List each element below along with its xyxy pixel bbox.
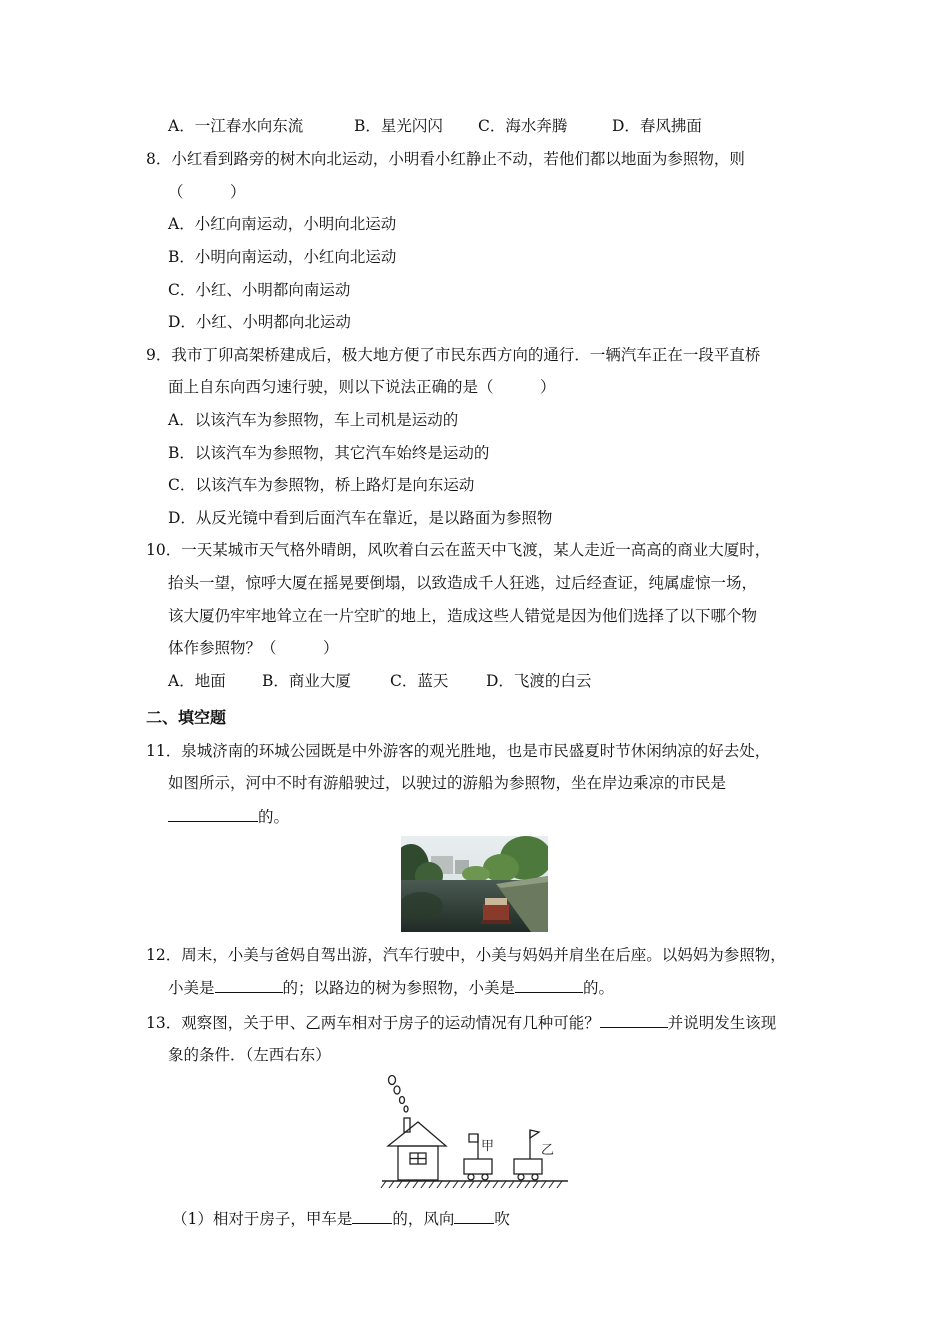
q10-option-c: C．蓝天 [390, 672, 449, 690]
q9-stem-line2: 面上自东向西匀速行驶，则以下说法正确的是（ ） [168, 378, 556, 396]
q10-option-d: D．飞渡的白云 [486, 672, 592, 690]
q8-option-b: B．小明向南运动，小红向北运动 [168, 248, 397, 266]
car-jia [464, 1159, 492, 1174]
q9-option-a: A．以该汽车为参照物，车上司机是运动的 [168, 411, 459, 429]
smoke-ring-1 [389, 1076, 396, 1085]
smoke-ring-2 [394, 1086, 400, 1094]
q11-answer-blank[interactable] [168, 806, 258, 822]
q9-option-b: B．以该汽车为参照物，其它汽车始终是运动的 [168, 444, 490, 462]
q10-option-b: B．商业大厦 [262, 672, 351, 690]
smoke-ring-3 [400, 1097, 405, 1104]
ground-hatching [381, 1181, 562, 1188]
q12-stem-line1: 12．周末，小美与爸妈自驾出游，汽车行驶中，小美与妈妈并肩坐在后座。以妈妈为参照物， [146, 946, 786, 964]
q9-option-d: D．从反光镜中看到后面汽车在靠近，是以路面为参照物 [168, 509, 553, 527]
car-jia-wheel-1 [468, 1174, 474, 1180]
q11-stem-line2: 如图所示，河中不时有游船驶过，以驶过的游船为参照物，坐在岸边乘凉的市民是 [168, 774, 727, 792]
car-jia-label: 甲 [481, 1139, 495, 1154]
house-cars-diagram [380, 1072, 570, 1194]
q10-stem-line1: 10．一天某城市天气格外晴朗，风吹着白云在蓝天中飞渡，某人走近一高高的商业大厦时， [146, 541, 771, 559]
park-river-photo [401, 836, 548, 932]
q7-option-c: C．海水奔腾 [478, 117, 568, 135]
section-heading-fill-in: 二、填空题 [146, 708, 227, 727]
q7-option-a: A．一江春水向东流 [168, 117, 304, 135]
car-yi [514, 1159, 542, 1174]
q10-option-a: A．地面 [168, 672, 226, 690]
q8-stem-line2: （ ） [168, 183, 246, 201]
q13-answer-blank[interactable] [600, 1012, 668, 1028]
q12-stem-line2: 小美是 的；以路边的树为参照物，小美是 的。 [168, 979, 615, 997]
q9-stem-line1: 9．我市丁卯高架桥建成后，极大地方便了市民东西方向的通行．一辆汽车正在一段平直桥 [146, 346, 761, 364]
q8-option-a: A．小红向南运动，小明向北运动 [168, 215, 397, 233]
q7-option-d: D．春风拂面 [612, 117, 702, 135]
q9-option-c: C．以该汽车为参照物，桥上路灯是向东运动 [168, 476, 475, 494]
q7-option-b: B．星光闪闪 [354, 117, 443, 135]
q10-stem-line3: 该大厦仍牢牢地耸立在一片空旷的地上，造成这些人错觉是因为他们选择了以下哪个物 [168, 607, 758, 625]
q13-stem-line2: 象的条件．（左西右东） [168, 1046, 331, 1064]
car-yi-wheel-2 [532, 1174, 538, 1180]
q10-stem-line2: 抬头一望，惊呼大厦在摇晃要倒塌，以致造成千人狂逃，过后经查证，纯属虚惊一场， [168, 574, 758, 592]
car-jia-flag [469, 1134, 478, 1142]
q13-sub1: （1）相对于房子，甲车是 的，风向 吹 [172, 1210, 510, 1228]
q8-stem-line1: 8．小红看到路旁的树木向北运动，小明看小红静止不动，若他们都以地面为参照物，则 [146, 150, 745, 168]
q13-stem-line1: 13．观察图，关于甲、乙两车相对于房子的运动情况有几种可能？ 并说明发生该现 [146, 1014, 777, 1032]
car-yi-flag [530, 1130, 539, 1138]
q10-stem-line4: 体作参照物？（ ） [168, 639, 339, 657]
house-roof [388, 1122, 446, 1146]
q11-stem-line3: 的。 [168, 806, 289, 827]
car-jia-wheel-2 [482, 1174, 488, 1180]
q12-answer-blank-1[interactable] [215, 977, 283, 993]
q11-stem-line1: 11．泉城济南的环城公园既是中外游客的观光胜地，也是市民盛夏时节休闲纳凉的好去处， [146, 742, 771, 760]
q12-answer-blank-2[interactable] [515, 977, 583, 993]
q13-sub1-blank-1[interactable] [352, 1208, 392, 1224]
smoke-ring-4 [404, 1106, 408, 1112]
q8-option-d: D．小红、小明都向北运动 [168, 313, 351, 331]
car-yi-wheel-1 [518, 1174, 524, 1180]
car-yi-label: 乙 [541, 1143, 555, 1158]
q13-sub1-blank-2[interactable] [454, 1208, 494, 1224]
q8-option-c: C．小红、小明都向南运动 [168, 281, 351, 299]
